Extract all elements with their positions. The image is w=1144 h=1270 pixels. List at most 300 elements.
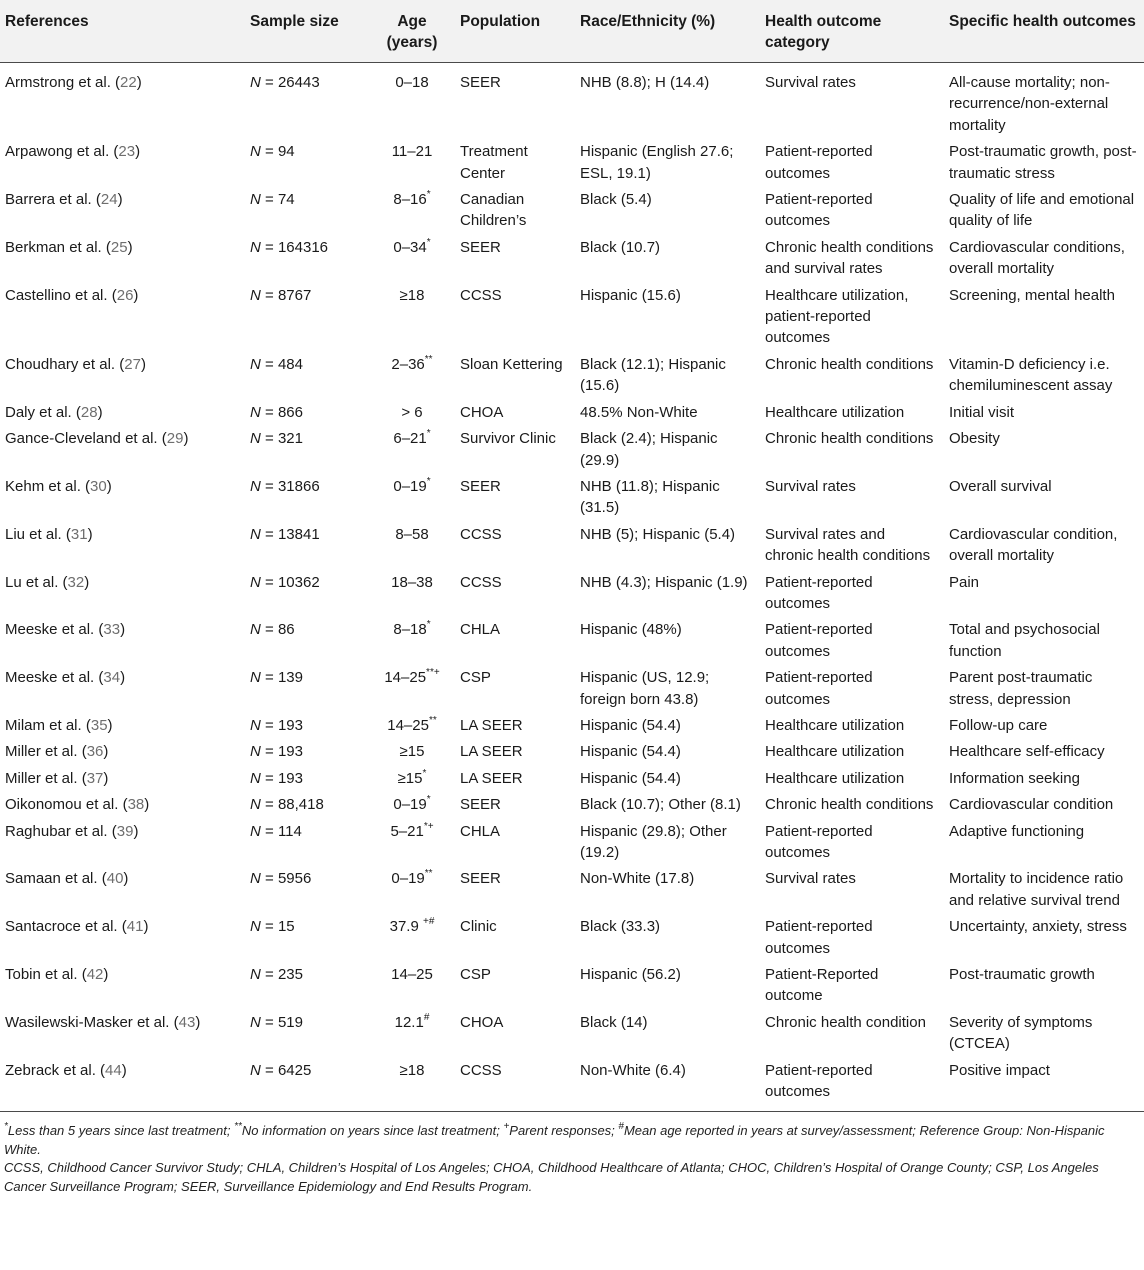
table-row <box>0 350 1144 398</box>
n-label: N <box>250 355 261 373</box>
eq-sign: = <box>260 74 278 91</box>
cell-age <box>364 790 460 816</box>
author: Barrera et al. <box>5 191 92 209</box>
age-value: ≥18 <box>399 1061 425 1079</box>
eq-sign: = <box>260 966 278 984</box>
citation-link[interactable]: 35 <box>90 716 108 734</box>
n-label: N <box>250 796 261 814</box>
paren-open: ( <box>110 74 121 91</box>
n-label: N <box>250 430 261 448</box>
cell-race: Black (5.4) <box>580 191 652 209</box>
cell-specific: Mortality to incidence ratio and relative survival trend <box>949 870 1124 909</box>
table-row <box>0 737 1144 763</box>
cell-age <box>364 764 460 790</box>
age-value: 8–58 <box>395 525 429 543</box>
eq-sign: = <box>260 669 278 687</box>
sample-size-value: 235 <box>277 966 303 984</box>
author: Liu et al. <box>5 525 62 543</box>
cell-age <box>364 1056 460 1112</box>
citation-link[interactable]: 41 <box>126 918 144 936</box>
paren-close: ) <box>136 74 142 91</box>
age-value: 5–21 <box>390 822 424 840</box>
cell-population: CHLA <box>460 621 501 639</box>
citation-link[interactable]: 25 <box>110 238 128 256</box>
cell-sample-size <box>250 864 364 912</box>
age-value: 14–25 <box>391 966 433 984</box>
cell-specific: All-cause mortality; non-recurrence/non-external mortality <box>949 74 1110 134</box>
cell-specific: Cardiovascular conditions, overall mortality <box>949 238 1125 278</box>
footnote-hash-mark: # <box>618 1121 624 1133</box>
paren-close: ) <box>143 918 149 936</box>
cell-sample-size <box>250 398 364 424</box>
cell-race: Hispanic (English 27.6; ESL, 19.1) <box>580 143 734 182</box>
cell-age <box>364 185 460 233</box>
cell-sample-size <box>250 1008 364 1056</box>
table-row <box>0 960 1144 1008</box>
cell-sample-size <box>250 63 364 138</box>
n-label: N <box>250 918 261 936</box>
paren-open: ( <box>94 669 104 687</box>
cell-category: Healthcare utilization <box>765 769 905 787</box>
paren-open: ( <box>117 918 127 936</box>
footnote-star-text: Less than 5 years since last treatment; <box>7 1123 235 1139</box>
age-footnote-mark: * <box>426 428 431 440</box>
table-row <box>0 663 1144 711</box>
cell-reference <box>0 864 250 912</box>
cell-specific: Screening, mental health <box>949 286 1115 304</box>
sample-size-value: 193 <box>277 743 303 761</box>
paren-open: ( <box>77 769 87 787</box>
cell-age <box>364 912 460 960</box>
eq-sign: = <box>260 143 278 161</box>
age-footnote-mark: * <box>426 236 431 248</box>
table-row <box>0 520 1144 568</box>
cell-race: Black (2.4); Hispanic (29.9) <box>580 430 718 469</box>
author: Wasilewski-Masker et al. <box>5 1013 170 1031</box>
n-label: N <box>250 769 261 787</box>
table-row <box>0 817 1144 865</box>
sample-size-value: 94 <box>277 143 295 161</box>
paren-close: ) <box>133 286 139 304</box>
cell-population: CCSS <box>460 525 502 543</box>
author: Miller et al. <box>5 743 78 761</box>
cell-specific: Information seeking <box>949 769 1080 787</box>
age-value: 37.9 <box>389 918 423 936</box>
cell-race: Hispanic (29.8); Other (19.2) <box>580 822 727 861</box>
paren-close: ) <box>103 743 109 761</box>
cell-specific: Vitamin-D deficiency i.e. chemiluminescent assay <box>949 355 1113 395</box>
table-row <box>0 912 1144 960</box>
footnote-dstar-text: No information on years since last treatment; <box>241 1123 504 1139</box>
cell-population: CCSS <box>460 286 502 304</box>
sample-size-value: 114 <box>277 822 302 840</box>
paren-close: ) <box>133 822 139 840</box>
sample-size-value: 74 <box>277 191 295 209</box>
cell-sample-size <box>250 424 364 472</box>
cell-sample-size <box>250 350 364 398</box>
citation-link[interactable]: 27 <box>124 355 141 373</box>
paren-close: ) <box>144 796 150 814</box>
citation-link[interactable]: 24 <box>100 191 118 209</box>
paren-close: ) <box>117 191 123 209</box>
n-label: N <box>250 286 261 304</box>
sample-size-value: 15 <box>277 918 295 936</box>
sample-size-value: 88,418 <box>277 796 324 814</box>
eq-sign: = <box>260 238 278 256</box>
header-age-label: Age (years) <box>386 13 438 51</box>
age-value: ≥15 <box>397 769 423 787</box>
footnote-abbreviations: CCSS, Childhood Cancer Survivor Study; CHLA, Children’s Hospital of Los Angeles; CHOA, Childhood Healthcare of Atlanta; CHOC, Children’s Hospital of Orange County; CSP, Los Angeles Cancer Surveillance Program; SEER, Surveillance Epidemiology and End Results Program. <box>4 1160 1099 1194</box>
age-value: 0–19 <box>391 870 425 888</box>
cell-category: Chronic health conditions <box>765 355 934 373</box>
cell-category: Patient-reported outcomes <box>765 191 873 230</box>
cell-age <box>364 864 460 912</box>
table-row <box>0 398 1144 424</box>
paren-close: ) <box>103 769 109 787</box>
cell-population: SEER <box>460 870 501 888</box>
citation-link[interactable]: 36 <box>86 743 104 761</box>
sample-size-value: 193 <box>277 769 303 787</box>
eq-sign: = <box>260 621 278 639</box>
cell-category: Healthcare utilization <box>765 716 905 734</box>
author: Gance-Cleveland et al. <box>5 430 158 448</box>
eq-sign: = <box>260 430 278 448</box>
cell-population: LA SEER <box>460 769 523 787</box>
n-label: N <box>250 143 261 161</box>
cell-reference <box>0 790 250 816</box>
header-row <box>0 0 1144 63</box>
cell-sample-size <box>250 1056 364 1112</box>
eq-sign: = <box>260 403 278 421</box>
cell-sample-size <box>250 764 364 790</box>
cell-age <box>364 472 460 520</box>
cell-category: Survival rates <box>765 477 856 495</box>
table-row <box>0 615 1144 663</box>
cell-race: Hispanic (54.4) <box>580 716 681 734</box>
citation-link[interactable]: 40 <box>106 870 124 888</box>
cell-population: Sloan Kettering <box>460 355 563 373</box>
eq-sign: = <box>260 870 278 888</box>
cell-population: CSP <box>460 669 491 687</box>
cell-race: Black (12.1); Hispanic (15.6) <box>580 355 726 395</box>
age-value: ≥15 <box>399 743 425 761</box>
cell-reference <box>0 424 250 472</box>
paren-open: ( <box>118 796 128 814</box>
cell-age <box>364 711 460 737</box>
header-category <box>765 0 949 63</box>
paren-close: ) <box>84 573 90 591</box>
paren-open: ( <box>71 403 81 421</box>
n-label: N <box>250 477 261 495</box>
cell-reference <box>0 185 250 233</box>
cell-specific: Uncertainty, anxiety, stress <box>949 918 1127 936</box>
cell-sample-size <box>250 520 364 568</box>
age-footnote-mark: ** <box>424 353 433 365</box>
cell-sample-size <box>250 233 364 281</box>
cell-population: SEER <box>460 477 501 495</box>
age-value: 14–25 <box>387 716 429 734</box>
cell-age <box>364 398 460 424</box>
cell-age <box>364 1008 460 1056</box>
sample-size-value: 139 <box>277 669 303 687</box>
n-label: N <box>250 743 261 761</box>
cell-specific: Post-traumatic growth, post-traumatic stress <box>949 143 1137 182</box>
cell-category: Patient-reported outcomes <box>765 143 873 182</box>
cell-age <box>364 63 460 138</box>
author: Daly et al. <box>5 403 72 421</box>
cell-specific: Pain <box>949 573 980 591</box>
cell-category: Patient-Reported outcome <box>765 966 879 1005</box>
paren-close: ) <box>195 1013 201 1031</box>
cell-race: Hispanic (48%) <box>580 621 682 639</box>
cell-age <box>364 137 460 185</box>
paren-open: ( <box>169 1013 179 1031</box>
cell-category: Patient-reported outcomes <box>765 573 873 612</box>
header-references: References <box>0 0 250 63</box>
cell-specific: Cardiovascular condition <box>949 796 1114 814</box>
cell-age <box>364 424 460 472</box>
citation-link[interactable]: 37 <box>86 769 104 787</box>
citation-link[interactable]: 26 <box>116 286 134 304</box>
age-footnote-mark: * <box>426 475 431 487</box>
author: Choudhary et al. <box>5 355 116 373</box>
paren-open: ( <box>77 743 87 761</box>
footnote-plus-mark: + <box>503 1121 510 1133</box>
sample-size-value: 484 <box>277 355 303 373</box>
table-row <box>0 424 1144 472</box>
n-label: N <box>250 716 261 734</box>
eq-sign: = <box>260 573 278 591</box>
table-row <box>0 137 1144 185</box>
cell-race: Black (10.7) <box>580 238 661 256</box>
cell-population: LA SEER <box>460 743 523 761</box>
table-row <box>0 864 1144 912</box>
n-label: N <box>250 238 261 256</box>
cell-age <box>364 281 460 350</box>
eq-sign: = <box>260 769 278 787</box>
cell-sample-size <box>250 711 364 737</box>
cell-specific: Total and psychosocial function <box>949 621 1100 660</box>
sample-size-value: 86 <box>277 621 295 639</box>
citation-link[interactable]: 44 <box>105 1061 122 1079</box>
table-row <box>0 472 1144 520</box>
cell-reference <box>0 615 250 663</box>
cell-specific: Adaptive functioning <box>949 822 1085 840</box>
age-footnote-mark: +# <box>422 916 435 928</box>
paren-open: ( <box>61 525 71 543</box>
eq-sign: = <box>260 1061 278 1079</box>
paren-open: ( <box>95 1061 106 1079</box>
eq-sign: = <box>260 355 278 373</box>
table-row <box>0 233 1144 281</box>
author: Castellino et al. <box>5 286 108 304</box>
citation-link[interactable]: 43 <box>178 1013 196 1031</box>
author: Meeske et al. <box>5 621 95 639</box>
cell-specific: Severity of symptoms (CTCEA) <box>949 1013 1093 1053</box>
sample-size-value: 866 <box>277 403 303 421</box>
age-footnote-mark: ** <box>428 714 437 726</box>
cell-sample-size <box>250 663 364 711</box>
cell-population: Treatment Center <box>460 143 528 182</box>
citation-link[interactable]: 38 <box>127 796 145 814</box>
paren-close: ) <box>87 525 93 543</box>
cell-population: CCSS <box>460 1056 580 1112</box>
paren-open: ( <box>94 621 104 639</box>
cell-reference <box>0 350 250 398</box>
cell-category: Survival rates <box>765 74 856 91</box>
sample-size-value: 13841 <box>277 525 320 543</box>
footnote-plus-text: Parent responses; <box>509 1123 619 1139</box>
citation-link[interactable]: 33 <box>103 621 121 639</box>
age-value: 18–38 <box>391 573 433 591</box>
n-label: N <box>250 191 261 209</box>
cell-population: LA SEER <box>460 716 523 734</box>
footnote-dstar-mark: ** <box>234 1121 242 1133</box>
cell-reference <box>0 1008 250 1056</box>
paren-close: ) <box>123 870 129 888</box>
n-label: N <box>250 525 261 543</box>
paren-open: ( <box>58 573 68 591</box>
citation-link[interactable]: 42 <box>86 966 104 984</box>
cell-category: Survival rates and chronic health conditions <box>765 525 931 565</box>
cell-reference <box>0 737 250 763</box>
citation-link[interactable]: 31 <box>70 525 88 543</box>
cell-reference <box>0 233 250 281</box>
age-value: 0–19 <box>393 796 427 814</box>
paren-open: ( <box>157 430 167 448</box>
cell-race: NHB (11.8); Hispanic (31.5) <box>580 477 720 517</box>
age-value: 8–18 <box>393 621 427 639</box>
table-row <box>0 790 1144 816</box>
author: Oikonomou et al. <box>5 796 119 814</box>
table-body <box>0 63 1144 1112</box>
cell-reference <box>0 912 250 960</box>
cell-population: SEER <box>460 238 501 256</box>
citation-link[interactable]: 23 <box>118 143 136 161</box>
n-label: N <box>250 621 261 639</box>
paren-open: ( <box>80 477 91 495</box>
cell-population: Canadian Children’s <box>460 191 527 230</box>
cell-reference <box>0 817 250 865</box>
cell-specific: Healthcare self-efficacy <box>949 743 1105 761</box>
cell-age <box>364 568 460 616</box>
citation-link[interactable]: 34 <box>103 669 121 687</box>
cell-category: Patient-reported outcomes <box>765 621 873 660</box>
sample-size-value: 321 <box>277 430 303 448</box>
cell-population: Survivor Clinic <box>460 430 556 448</box>
sample-size-value: 31866 <box>277 477 320 495</box>
paren-open: ( <box>97 870 107 888</box>
paren-close: ) <box>127 238 133 256</box>
cell-reference <box>0 472 250 520</box>
eq-sign: = <box>260 743 278 761</box>
cell-specific: Parent post-traumatic stress, depression <box>949 669 1093 708</box>
cell-race: Black (10.7); Other (8.1) <box>580 796 741 814</box>
cell-race: Hispanic (54.4) <box>580 769 681 787</box>
cell-reference <box>0 1056 250 1112</box>
citation-link[interactable]: 29 <box>166 430 184 448</box>
sample-size-value: 26443 <box>277 74 320 91</box>
cell-population: SEER <box>460 796 501 814</box>
sample-size-value: 5956 <box>277 870 312 888</box>
cell-reference <box>0 63 250 138</box>
cell-category: Healthcare utilization <box>765 743 905 761</box>
sample-size-value: 6425 <box>277 1061 312 1079</box>
citation-link[interactable]: 32 <box>67 573 85 591</box>
cell-race: Non-White (17.8) <box>580 870 695 888</box>
cell-population: Clinic <box>460 918 497 936</box>
cell-race: Black (33.3) <box>580 918 661 936</box>
cell-reference <box>0 663 250 711</box>
age-footnote-mark: ** <box>424 868 433 880</box>
age-value: > 6 <box>401 403 423 421</box>
cell-category: Healthcare utilization, patient-reported outcomes <box>765 286 909 347</box>
cell-category: Healthcare utilization <box>765 403 905 421</box>
age-footnote-mark: * <box>426 189 431 201</box>
age-value: 0–18 <box>395 74 429 91</box>
paren-close: ) <box>120 669 126 687</box>
author: Santacroce et al. <box>5 918 118 936</box>
cell-race: Hispanic (54.4) <box>580 743 681 761</box>
paren-close: ) <box>183 430 189 448</box>
cell-specific: Cardiovascular condition, overall mortality <box>949 525 1118 565</box>
n-label: N <box>250 966 261 984</box>
sample-size-value: 164316 <box>277 238 329 256</box>
cell-race: NHB (5); Hispanic (5.4) <box>580 525 736 543</box>
cell-population: CCSS <box>460 573 502 591</box>
cell-category: Patient-reported outcomes <box>765 1056 949 1112</box>
citation-link[interactable]: 39 <box>116 822 134 840</box>
cell-reference <box>0 398 250 424</box>
author: Raghubar et al. <box>5 822 108 840</box>
paren-open: ( <box>101 238 111 256</box>
cell-sample-size <box>250 737 364 763</box>
author: Milam et al. <box>5 716 82 734</box>
age-footnote-mark: # <box>423 1011 430 1023</box>
cell-age <box>364 615 460 663</box>
n-label: N <box>250 1061 261 1079</box>
citation-link[interactable]: 22 <box>120 74 137 91</box>
cell-reference <box>0 711 250 737</box>
sample-size-value: 10362 <box>277 573 320 591</box>
cell-race: Hispanic (56.2) <box>580 966 681 984</box>
paren-open: ( <box>77 966 87 984</box>
cell-category: Patient-reported outcomes <box>765 669 873 708</box>
age-value: 6–21 <box>393 430 427 448</box>
age-value: 12.1 <box>394 1013 424 1031</box>
cell-age <box>364 350 460 398</box>
table-row <box>0 1056 1144 1112</box>
cell-reference <box>0 960 250 1008</box>
cell-reference <box>0 520 250 568</box>
cell-sample-size <box>250 185 364 233</box>
cell-reference <box>0 568 250 616</box>
paren-open: ( <box>109 143 119 161</box>
cell-specific: Initial visit <box>949 403 1015 421</box>
table-footnotes <box>0 1112 1144 1196</box>
cell-category: Chronic health conditions <box>765 430 934 448</box>
citation-link[interactable]: 28 <box>80 403 98 421</box>
citation-link[interactable]: 30 <box>90 477 107 495</box>
cell-specific: Post-traumatic growth <box>949 966 1095 984</box>
header-sample-size: Sample size <box>250 0 364 63</box>
cell-race: 48.5% Non-White <box>580 403 698 421</box>
table-row <box>0 185 1144 233</box>
paren-close: ) <box>103 966 109 984</box>
cell-reference <box>0 281 250 350</box>
paren-close: ) <box>106 477 112 495</box>
eq-sign: = <box>260 477 278 495</box>
